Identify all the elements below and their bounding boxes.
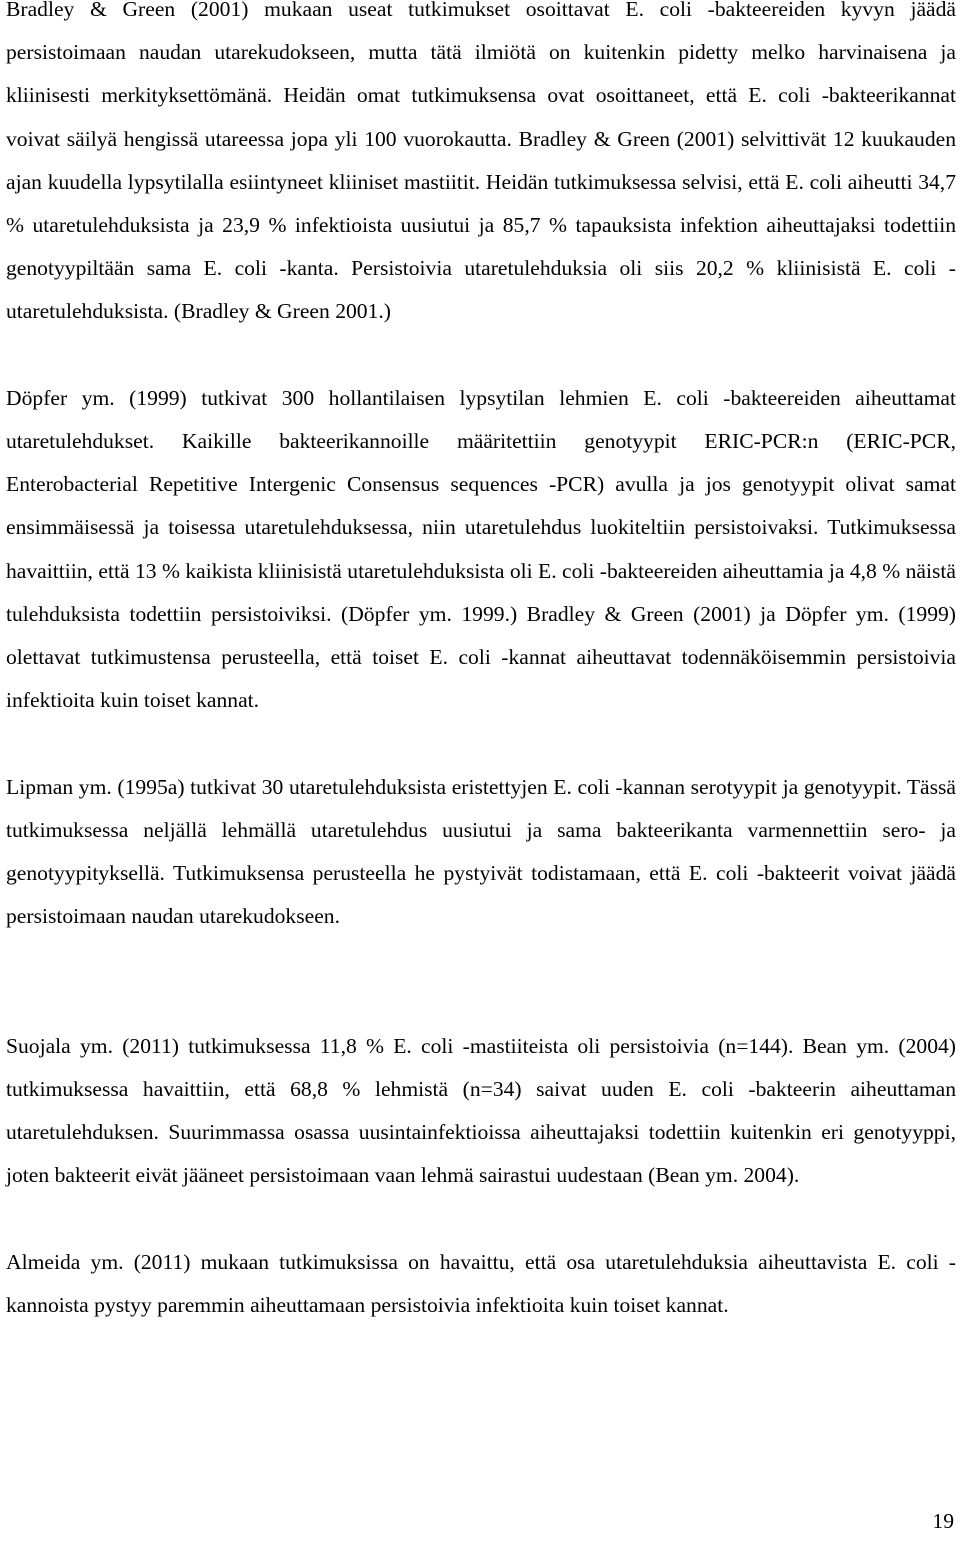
- paragraph-spacer: [6, 722, 956, 765]
- paragraph-spacer: [6, 334, 956, 377]
- paragraph-spacer: [6, 982, 956, 1025]
- paragraph-almeida: Almeida ym. (2011) mukaan tutkimuksissa on havaittu, että osa utaretulehduksia aiheuttavista E. coli -kannoista pystyy paremmin aiheuttamaan persistoivia infektioita kuin toiset kannat.: [6, 1249, 956, 1318]
- paragraph-spacer: [6, 938, 956, 981]
- paragraph-lipman: Lipman ym. (1995a) tutkivat 30 utaretulehduksista eristettyjen E. coli -kannan serotyypit ja genotyypit. Tässä tutkimuksessa neljällä lehmällä utaretulehdus uusiutui ja sama bakteerikanta varmennettiin sero- ja genotyypityksellä. Tutkimuksensa perusteella he pystyivät todistamaan, että E. coli -bakteerit voivat jäädä persistoimaan naudan utarekudokseen.: [6, 774, 956, 929]
- page-number: 19: [932, 1509, 954, 1533]
- paragraph-bradley-green: Bradley & Green (2001) mukaan useat tutkimukset osoittavat E. coli -bakteereiden kyvyn jäädä persistoimaan naudan utarekudokseen, mutta tätä ilmiötä on kuitenkin pidetty melko harvinaisena ja kliinisesti merkityksettömänä. Heidän omat tutkimuksensa ovat osoittaneet, että E. coli -bakteerikannat voivat säilyä hengissä utareessa jopa yli 100 vuorokautta. Bradley & Green (2001) selvittivät 12 kuukauden ajan kuudella lypsytilalla esiintyneet kliiniset mastiitit. Heidän tutkimuksessa selvisi, että E. coli aiheutti 34,7 % utaretulehduksista ja 23,9 % infektioista uusiutui ja 85,7 % tapauksista infektion aiheuttajaksi todettiin genotyypiltään sama E. coli -kanta. Persistoivia utaretulehduksia oli siis 20,2 % kliinisistä E. coli -utaretulehduksista. (Bradley & Green 2001.): [6, 0, 956, 324]
- paragraph-dopfer: Döpfer ym. (1999) tutkivat 300 hollantilaisen lypsytilan lehmien E. coli -bakteereiden aiheuttamat utaretulehdukset. Kaikille bakteerikannoille määritettiin genotyypit ERIC-PCR:n (ERIC-PCR, Enterobacterial Repetitive Intergenic Consensus sequences -PCR) avulla ja jos genotyypit olivat samat ensimmäisessä ja toisessa utaretulehduksessa, niin utaretulehdus luokiteltiin persistoivaksi. Tutkimuksessa havaittiin, että 13 % kaikista kliinisistä utaretulehduksista oli E. coli -bakteereiden aiheuttamia ja 4,8 % näistä tulehduksista todettiin persistoiviksi. (Döpfer ym. 1999.) Bradley & Green (2001) ja Döpfer ym. (1999) olettavat tutkimustensa perusteella, että toiset E. coli -kannat aiheuttavat todennäköisemmin persistoivia infektioita kuin toiset kannat.: [6, 385, 956, 713]
- document-page: [6, 0, 956, 1327]
- paragraph-spacer: [6, 1198, 956, 1241]
- paragraph-suojala: Suojala ym. (2011) tutkimuksessa 11,8 % E. coli -mastiiteista oli persistoivia (n=144). Bean ym. (2004) tutkimuksessa havaittiin, että 68,8 % lehmistä (n=34) saivat uuden E. coli -bakteerin aiheuttaman utaretulehduksen. Suurimmassa osassa uusintainfektioissa aiheuttajaksi todettiin kuitenkin eri genotyyppi, joten bakteerit eivät jääneet persistoimaan vaan lehmä sairastui uudestaan (Bean ym. 2004).: [6, 1033, 956, 1188]
